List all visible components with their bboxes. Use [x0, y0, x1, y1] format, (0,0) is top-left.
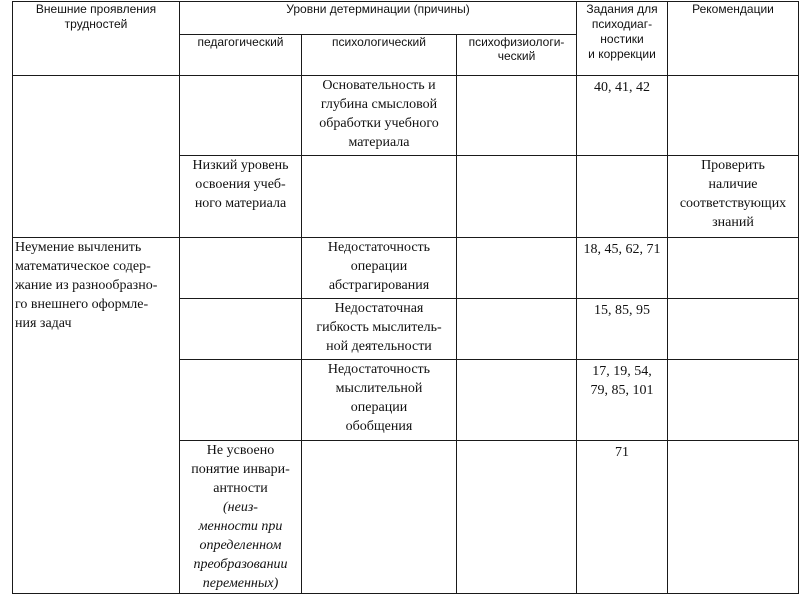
cell-text: Недостаточность операции абстрагирования — [327, 240, 431, 293]
cell-psychological — [302, 156, 457, 238]
header-external-label: Внешние проявления трудностей — [35, 2, 157, 31]
header-pedagogical-label: педагогический — [197, 35, 284, 49]
header-psychophysiological — [457, 35, 577, 76]
header-psychological-label: психологический — [332, 35, 426, 49]
cell-text: Недостаточная гибкость мыслитель- ной деятельности — [316, 301, 442, 354]
cell-recommendations — [668, 238, 799, 299]
cell-psychological — [302, 299, 457, 360]
cell-recommendations — [668, 299, 799, 360]
table-row — [13, 238, 799, 299]
difficulties-table — [12, 1, 799, 594]
cell-text: Не усвоено понятие инвари- антности — [191, 443, 290, 496]
cell-text: Основательность и глубина смысловой обработки учебного материала — [319, 78, 439, 150]
cell-pedagogical — [180, 299, 302, 360]
header-psychological — [302, 35, 457, 76]
header-recommendations — [668, 2, 799, 76]
cell-pedagogical — [180, 238, 302, 299]
cell-recommendations — [668, 76, 799, 156]
header-tasks — [577, 2, 668, 76]
cell-pedagogical — [180, 76, 302, 156]
cell-external — [13, 238, 180, 594]
cell-tasks — [577, 238, 668, 299]
cell-text: Неумение вычленить математическое содер- жание из разнообразно- го внешнего оформле- ния задач — [15, 240, 158, 331]
cell-external — [13, 76, 180, 238]
cell-recommendations — [668, 156, 799, 238]
cell-psychophysiological — [457, 156, 577, 238]
cell-psychological — [302, 441, 457, 594]
table-row — [13, 76, 799, 156]
header-tasks-label: Задания для психодиаг- ностики и коррекции — [586, 2, 658, 61]
cell-text: 17, 19, 54, 79, 85, 101 — [590, 364, 654, 398]
cell-text-italic: (неиз- менности при определенном преобразовании переменных) — [193, 500, 288, 591]
cell-text: Низкий уровень освоения учеб- ного материала — [192, 158, 289, 211]
cell-tasks — [577, 299, 668, 360]
cell-recommendations — [668, 441, 799, 594]
cell-text: Недостаточность мыслительной операции обобщения — [327, 362, 431, 434]
cell-psychophysiological — [457, 441, 577, 594]
cell-pedagogical — [180, 360, 302, 441]
cell-psychological — [302, 76, 457, 156]
cell-psychophysiological — [457, 76, 577, 156]
cell-text: 15, 85, 95 — [594, 303, 650, 318]
header-pedagogical — [180, 35, 302, 76]
cell-recommendations — [668, 360, 799, 441]
header-determination-levels — [180, 2, 577, 35]
cell-pedagogical — [180, 441, 302, 594]
cell-text: 18, 45, 62, 71 — [583, 242, 661, 257]
cell-tasks — [577, 360, 668, 441]
header-external-manifestations — [13, 2, 180, 76]
header-levels-label: Уровни детерминации (причины) — [286, 2, 470, 16]
cell-tasks — [577, 156, 668, 238]
cell-psychophysiological — [457, 299, 577, 360]
cell-tasks — [577, 76, 668, 156]
header-psychophysiological-label: психофизиологи- ческий — [468, 35, 565, 63]
cell-text: 40, 41, 42 — [594, 80, 650, 95]
cell-pedagogical — [180, 156, 302, 238]
cell-text: Проверить наличие соответствующих знаний — [679, 158, 787, 230]
cell-psychological — [302, 360, 457, 441]
cell-text: 71 — [615, 445, 629, 460]
cell-psychophysiological — [457, 238, 577, 299]
header-recommendations-label: Рекомендации — [692, 2, 774, 16]
cell-psychophysiological — [457, 360, 577, 441]
cell-tasks — [577, 441, 668, 594]
cell-psychological — [302, 238, 457, 299]
